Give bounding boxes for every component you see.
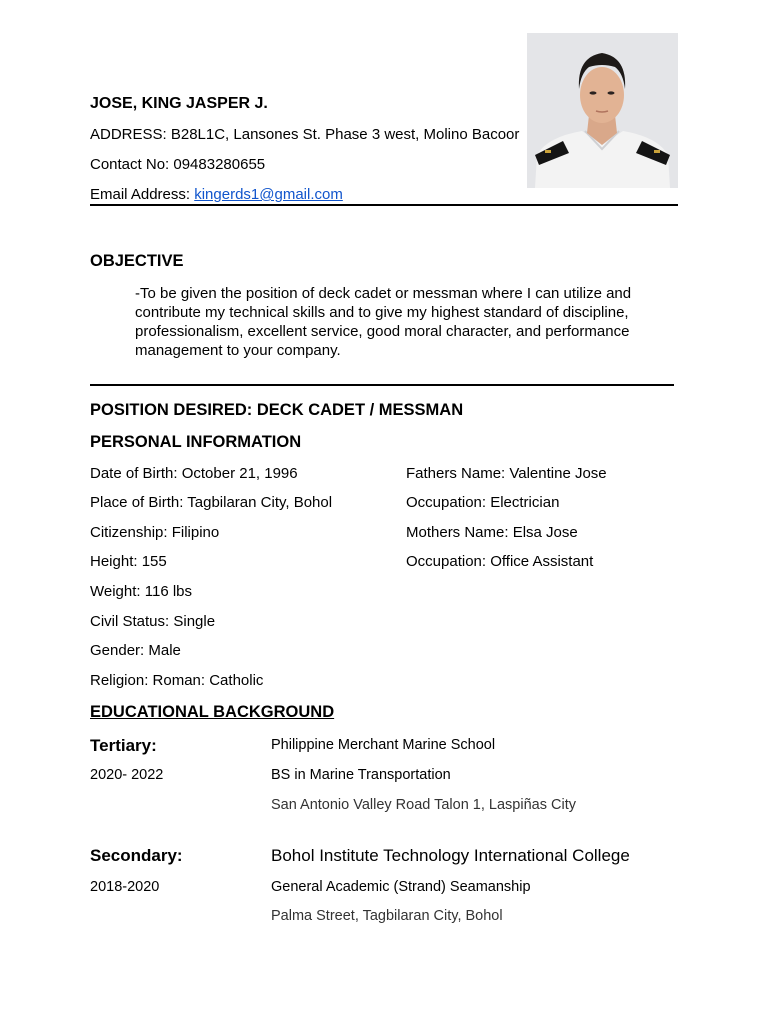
objective-heading: OBJECTIVE [90,252,184,270]
mothers-name: Mothers Name: Elsa Jose [406,524,578,541]
personal-info-heading: PERSONAL INFORMATION [90,433,302,451]
tertiary-label: Tertiary: [90,736,157,755]
email-link[interactable]: kingerds1@gmail.com [194,186,343,203]
mother-occupation: Occupation: Office Assistant [406,553,594,570]
person-portrait-icon [527,33,678,188]
secondary-course: General Academic (Strand) Seamanship [271,879,531,895]
weight: Weight: 116 lbs [90,583,193,600]
objective-divider [90,384,674,386]
email-line [90,186,343,203]
tertiary-school: Philippine Merchant Marine School [271,737,496,753]
tertiary-years: 2020- 2022 [90,767,164,783]
place-of-birth: Place of Birth: Tagbilaran City, Bohol [90,494,333,511]
position-desired: POSITION DESIRED: DECK CADET / MESSMAN [90,401,464,419]
contact-number: Contact No: 09483280655 [90,156,266,173]
secondary-label: Secondary: [90,846,183,865]
secondary-years: 2018-2020 [90,879,160,895]
father-occupation: Occupation: Electrician [406,494,560,511]
citizenship: Citizenship: Filipino [90,524,220,541]
secondary-address: Palma Street, Tagbilaran City, Bohol [271,908,503,924]
tertiary-address: San Antonio Valley Road Talon 1, Laspiñas City [271,797,576,813]
secondary-school: Bohol Institute Technology International College [271,846,630,865]
tertiary-course: BS in Marine Transportation [271,767,451,783]
gender: Gender: Male [90,642,181,659]
email-label: Email Address: [90,186,195,203]
education-heading: EDUCATIONAL BACKGROUND [90,703,335,721]
height: Height: 155 [90,553,167,570]
civil-status: Civil Status: Single [90,613,216,630]
address: ADDRESS: B28L1C, Lansones St. Phase 3 west, Molino Bacoor [90,126,520,143]
applicant-name: JOSE, KING JASPER J. [90,95,268,112]
objective-text: -To be given the position of deck cadet or messman where I can utilize and contribute my technical skills and to give my highest standard of discipline, professionalism, excellent service, good moral character, and performance management to your company. [135,285,632,359]
fathers-name: Fathers Name: Valentine Jose [406,465,607,482]
religion: Religion: Roman: Catholic [90,672,264,689]
header-divider [90,204,678,206]
date-of-birth: Date of Birth: October 21, 1996 [90,465,298,482]
profile-photo [527,33,678,188]
